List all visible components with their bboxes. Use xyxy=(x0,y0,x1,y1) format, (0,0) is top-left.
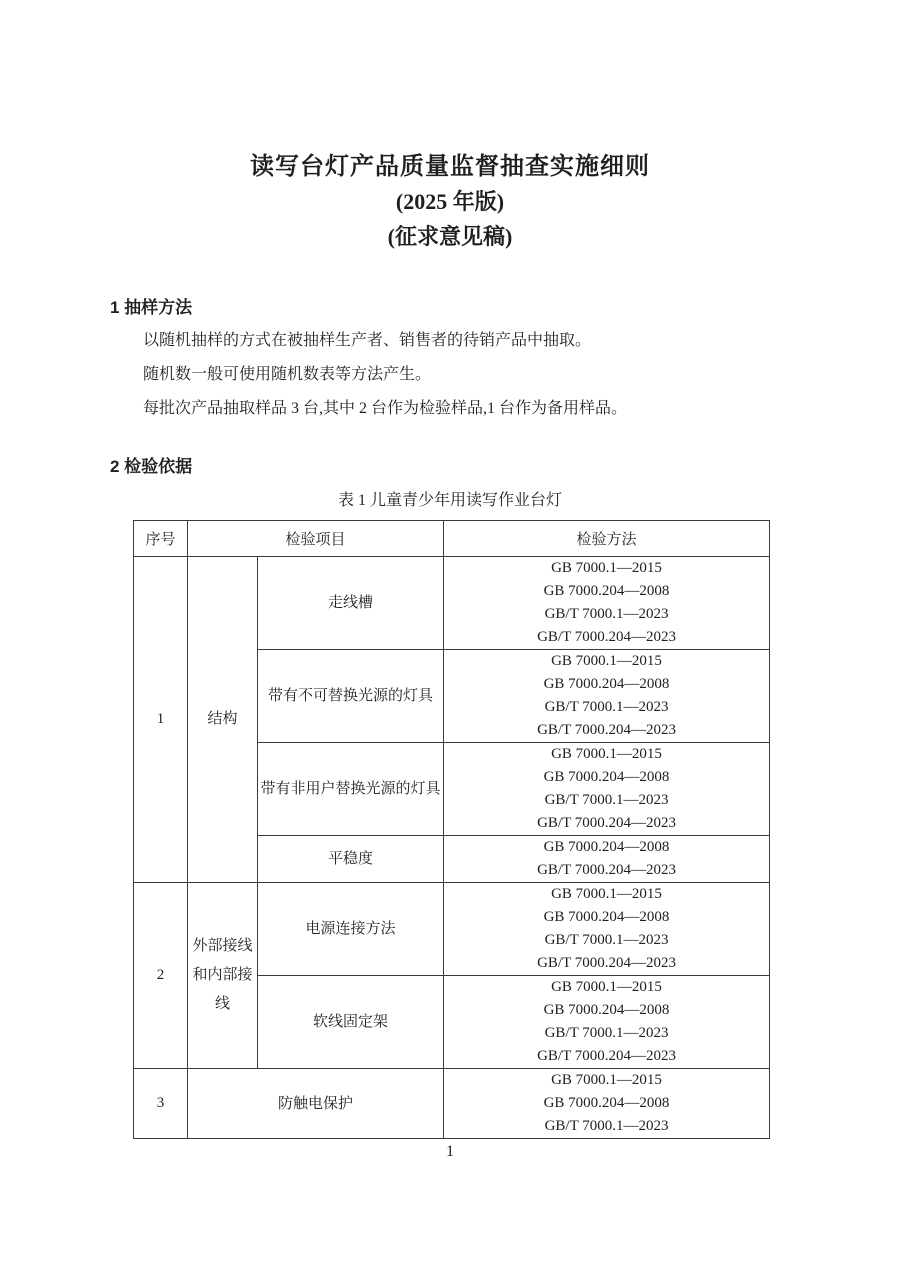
section-1-heading: 1 抽样方法 xyxy=(110,298,193,317)
section-sampling xyxy=(0,298,900,419)
item-name: 平稳度 xyxy=(258,836,444,883)
section-1-paragraph: 随机数一般可使用随机数表等方法产生。 xyxy=(143,366,432,383)
method-line: GB 7000.204—2008 xyxy=(543,676,670,692)
item-methods xyxy=(444,650,770,743)
method-line: GB 7000.204—2008 xyxy=(543,1095,670,1111)
method-line: GB 7000.1—2015 xyxy=(551,560,662,576)
method-line: GB/T 7000.1—2023 xyxy=(544,1118,669,1134)
item-name: 带有非用户替换光源的灯具 xyxy=(258,743,444,836)
method-line: GB/T 7000.204—2023 xyxy=(537,722,676,738)
method-line: GB 7000.204—2008 xyxy=(543,839,670,855)
method-line: GB/T 7000.204—2023 xyxy=(537,955,676,971)
doc-subtitle-draft: (征求意见稿) xyxy=(387,224,513,249)
method-line: GB/T 7000.1—2023 xyxy=(544,932,669,948)
item-name: 带有不可替换光源的灯具 xyxy=(258,650,444,743)
doc-subtitle-edition: (2025 年版) xyxy=(395,189,505,214)
method-line: GB 7000.204—2008 xyxy=(543,909,670,925)
method-line: GB/T 7000.1—2023 xyxy=(544,606,669,622)
method-line: GB 7000.204—2008 xyxy=(543,769,670,785)
method-line: GB 7000.1—2015 xyxy=(551,979,662,995)
section-1-paragraph: 以随机抽样的方式在被抽样生产者、销售者的待销产品中抽取。 xyxy=(143,332,592,349)
page-number: 1 xyxy=(446,1143,454,1160)
method-line: GB 7000.204—2008 xyxy=(543,583,670,599)
item-name: 防触电保护 xyxy=(188,1069,444,1139)
doc-title: 读写台灯产品质量监督抽查实施细则 xyxy=(250,154,650,180)
method-line: GB 7000.1—2015 xyxy=(551,886,662,902)
inspection-table xyxy=(133,520,770,1139)
item-name: 走线槽 xyxy=(258,557,444,650)
method-line: GB 7000.1—2015 xyxy=(551,746,662,762)
item-methods xyxy=(444,1069,770,1139)
method-line: GB/T 7000.204—2023 xyxy=(537,862,676,878)
header-no: 序号 xyxy=(134,521,188,557)
item-name: 软线固定架 xyxy=(258,976,444,1069)
table-caption: 表 1 儿童青少年用读写作业台灯 xyxy=(337,492,562,509)
table-row xyxy=(134,1069,770,1139)
method-line: GB/T 7000.204—2023 xyxy=(537,815,676,831)
method-line: GB 7000.204—2008 xyxy=(543,1002,670,1018)
section-2-heading: 2 检验依据 xyxy=(110,457,193,476)
group-no: 1 xyxy=(134,557,188,883)
group-category: 外部接线和内部接线 xyxy=(188,883,258,1069)
table-row xyxy=(134,557,770,650)
group-no: 2 xyxy=(134,883,188,1069)
title-block xyxy=(0,0,900,254)
item-name: 电源连接方法 xyxy=(258,883,444,976)
item-methods xyxy=(444,883,770,976)
method-line: GB/T 7000.204—2023 xyxy=(537,1048,676,1064)
method-line: GB/T 7000.1—2023 xyxy=(544,792,669,808)
item-methods xyxy=(444,557,770,650)
item-methods xyxy=(444,743,770,836)
section-1-paragraph: 每批次产品抽取样品 3 台,其中 2 台作为检验样品,1 台作为备用样品。 xyxy=(143,400,628,417)
item-methods xyxy=(444,976,770,1069)
method-line: GB 7000.1—2015 xyxy=(551,1072,662,1088)
group-no: 3 xyxy=(134,1069,188,1139)
group-category: 结构 xyxy=(188,557,258,883)
section-inspection-basis xyxy=(0,457,900,1139)
header-item: 检验项目 xyxy=(188,521,444,557)
item-methods xyxy=(444,836,770,883)
table-header-row xyxy=(134,521,770,557)
method-line: GB/T 7000.204—2023 xyxy=(537,629,676,645)
method-line: GB/T 7000.1—2023 xyxy=(544,1025,669,1041)
method-line: GB/T 7000.1—2023 xyxy=(544,699,669,715)
header-method: 检验方法 xyxy=(444,521,770,557)
method-line: GB 7000.1—2015 xyxy=(551,653,662,669)
table-row xyxy=(134,883,770,976)
